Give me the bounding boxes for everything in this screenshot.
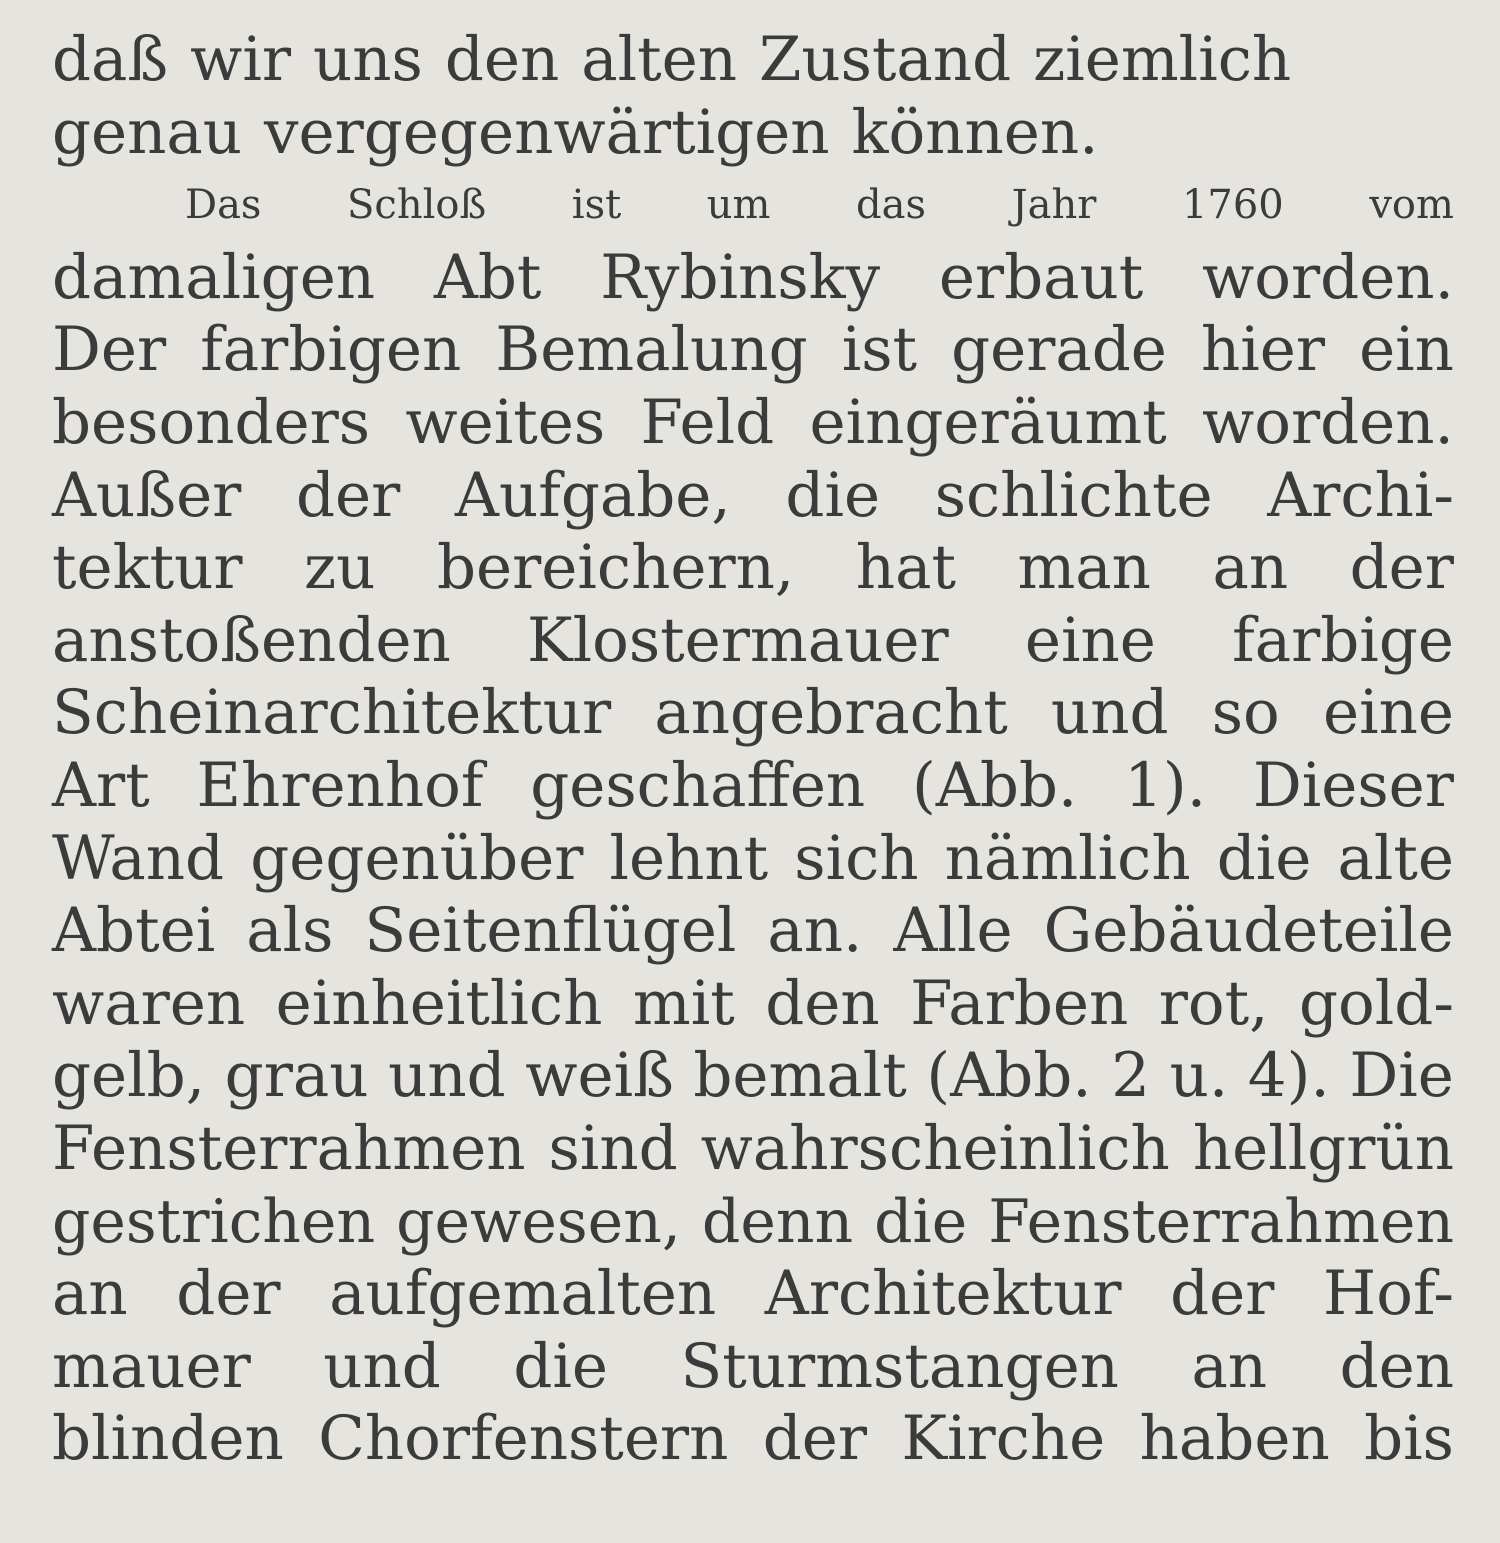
word: die (874, 1186, 968, 1257)
word: worden. (1202, 386, 1454, 458)
word: aufgemalten (329, 1258, 717, 1330)
word: der (295, 459, 401, 531)
word: gewesen, (396, 1186, 681, 1257)
text-line-7 (52, 460, 1454, 533)
word: damaligen (52, 241, 376, 313)
word: Dieser (1252, 749, 1454, 821)
word: blinden (52, 1403, 284, 1475)
word: wir (190, 24, 292, 95)
word: 1760 (1181, 182, 1284, 229)
word: genau (52, 96, 243, 168)
word: geschaffen (530, 749, 866, 821)
word: lehnt (609, 822, 769, 894)
word: Scheinarchitektur (52, 677, 612, 749)
word: Schloß (347, 182, 487, 229)
word: Aufgabe, (454, 459, 731, 531)
word: ist (841, 314, 918, 386)
word: grau (224, 1040, 369, 1112)
text-line-10 (52, 677, 1454, 750)
word: worden. (1202, 241, 1454, 313)
word: farbigen (200, 314, 462, 386)
word: Fensterrahmen (52, 1112, 526, 1184)
word: Gebäudeteile (1043, 895, 1454, 967)
word: denn (701, 1186, 854, 1257)
word: angebracht (654, 677, 1008, 749)
word: besonders (52, 386, 371, 458)
word: an (52, 1258, 128, 1330)
word: ein (1359, 314, 1454, 386)
word: 1). (1124, 749, 1207, 821)
word: (Abb. (911, 749, 1078, 821)
word: ziemlich (1033, 24, 1292, 95)
word: vom (1369, 182, 1454, 229)
word: den (1339, 1330, 1454, 1402)
word: haben (1139, 1403, 1330, 1475)
word: gestrichen (52, 1186, 376, 1257)
word: Zustand (758, 24, 1012, 95)
word: der (176, 1258, 281, 1330)
word: Seitenflügel (364, 895, 737, 967)
text-line-18 (52, 1258, 1454, 1331)
word: rot, (1158, 967, 1269, 1039)
text-line-3 (52, 169, 1454, 242)
word: Abtei (52, 895, 216, 967)
word: als (246, 895, 334, 967)
word: bereichern, (436, 532, 795, 604)
word: u. (1169, 1040, 1229, 1112)
word: und (323, 1330, 441, 1402)
word: den (444, 24, 560, 95)
text-line-2 (52, 97, 1454, 170)
body-text (52, 24, 1454, 1476)
text-line-11 (52, 750, 1454, 823)
word: Klostermauer (527, 604, 949, 676)
word: einheitlich (275, 967, 603, 1039)
text-line-19 (52, 1331, 1454, 1404)
word: Fensterrahmen (988, 1186, 1454, 1257)
word: vergegenwärtigen (264, 96, 830, 168)
word: hier (1200, 314, 1326, 386)
word: mit (632, 967, 735, 1039)
word: farbige (1232, 604, 1454, 676)
word: Bemalung (495, 314, 808, 386)
word: Wand (52, 822, 225, 894)
word: Außer (52, 459, 242, 531)
word: der (1170, 1258, 1275, 1330)
word: an. (767, 895, 863, 967)
text-line-13 (52, 895, 1454, 968)
word: (Abb. (926, 1040, 1092, 1112)
text-line-9 (52, 605, 1454, 678)
word: Art (52, 749, 150, 821)
word: sind (548, 1112, 678, 1184)
word: 2 (1111, 1040, 1151, 1112)
word: die (1216, 822, 1312, 894)
word: Alle (893, 895, 1013, 967)
word: erbaut (938, 241, 1144, 313)
word: 4). (1247, 1040, 1330, 1112)
word: der (762, 1403, 868, 1475)
word: so (1211, 677, 1280, 749)
word: weites (405, 386, 606, 458)
word: Rybinsky (600, 241, 881, 313)
word: können. (851, 96, 1099, 168)
word: den (765, 967, 880, 1039)
word: Kirche (901, 1403, 1106, 1475)
word: Das (185, 182, 262, 229)
text-line-15 (52, 1040, 1454, 1113)
word: weiß (525, 1040, 674, 1112)
word: uns (312, 24, 423, 95)
word: Farben (910, 967, 1129, 1039)
word: hellgrün (1192, 1112, 1454, 1184)
text-line-4 (52, 242, 1454, 315)
word: bis (1364, 1403, 1454, 1475)
word: zu (304, 532, 376, 604)
word: hat (855, 532, 956, 604)
word: an (1191, 1330, 1268, 1402)
word: Sturmstangen (680, 1330, 1119, 1402)
word: mauer (52, 1330, 251, 1402)
word: ist (571, 182, 622, 229)
word: die (513, 1330, 608, 1402)
word: Architektur (764, 1258, 1122, 1330)
word: gold- (1299, 967, 1454, 1039)
word: Jahr (1011, 182, 1097, 229)
word: nämlich (944, 822, 1191, 894)
text-line-16 (52, 1113, 1454, 1186)
word: Feld (640, 386, 775, 458)
word: wahrscheinlich (700, 1112, 1170, 1184)
text-line-20 (52, 1403, 1454, 1476)
word: Abt (433, 241, 542, 313)
text-line-1 (52, 24, 1454, 97)
word: alten (581, 24, 737, 95)
word: das (856, 182, 927, 229)
word: und (1050, 677, 1169, 749)
word: daß (52, 24, 169, 95)
word: gerade (951, 314, 1167, 386)
word: schlichte (934, 459, 1213, 531)
word: der (1349, 532, 1454, 604)
word: Ehrenhof (196, 749, 484, 821)
word: Hof- (1323, 1258, 1454, 1330)
word: Archi- (1267, 459, 1454, 531)
word: Die (1349, 1040, 1454, 1112)
text-line-12 (52, 823, 1454, 896)
word: um (706, 182, 771, 229)
text-line-14 (52, 968, 1454, 1041)
word: bemalt (693, 1040, 907, 1112)
text-line-5 (52, 314, 1454, 387)
word: man (1017, 532, 1151, 604)
word: alte (1337, 822, 1454, 894)
text-line-6 (52, 387, 1454, 460)
word: und (388, 1040, 506, 1112)
word: waren (52, 967, 246, 1039)
word: eingeräumt (809, 386, 1167, 458)
text-line-8 (52, 532, 1454, 605)
word: sich (794, 822, 919, 894)
word: an (1212, 532, 1289, 604)
word: eine (1024, 604, 1156, 676)
word: gegenüber (250, 822, 584, 894)
word: Chorfenstern (318, 1403, 729, 1475)
word: die (785, 459, 881, 531)
word: tektur (52, 532, 243, 604)
word: anstoßenden (52, 604, 451, 676)
text-line-17 (52, 1186, 1454, 1259)
word: eine (1322, 677, 1454, 749)
word: gelb, (52, 1040, 206, 1112)
word: Der (52, 314, 167, 386)
